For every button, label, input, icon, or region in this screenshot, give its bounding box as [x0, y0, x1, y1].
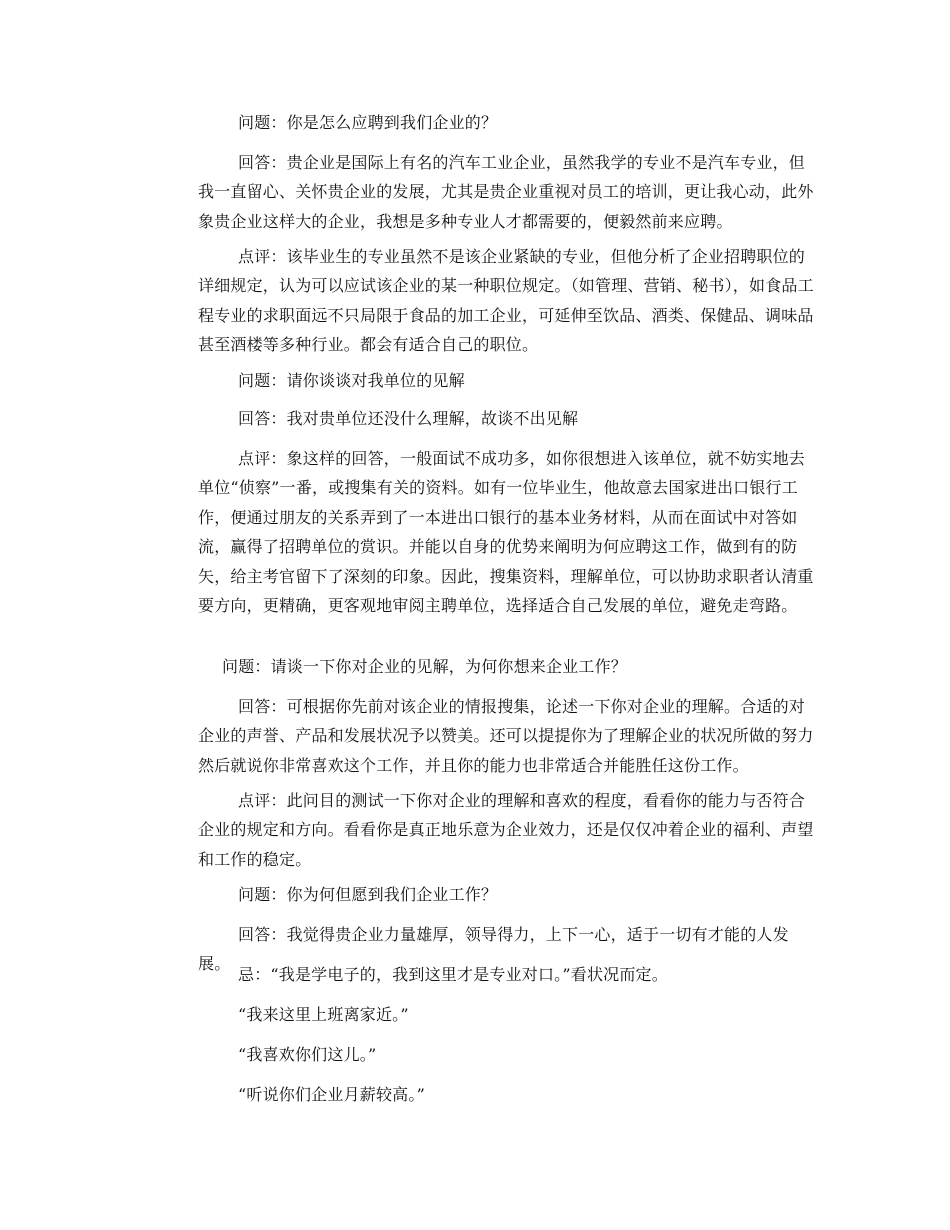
paragraph-comment-2: 点评：象这样的回答，一般面试不成功多，如你很想进入该单位，就不妨实地去单位“侦察”一番，或搜集有关的资料。如有一位毕业生，他故意去国家进出口银行工作，便通过朋友的关系弄到了一本进出口银行的基本业务材料，从而在面试中对答如流，赢得了招聘单位的赏识。并能以自身的优势来阐明为何应聘这工作，做到有的防矢，给主考官留下了深刻的印象。因此，搜集资料，理解单位，可以协助求职者认清重要方向，更精确，更客观地审阅主聘单位，选择适合自己发展的单位，避免走弯路。: [198, 449, 814, 616]
paragraph-quote-3: “听说你们企业月薪较高。”: [238, 1085, 425, 1104]
paragraph-answer-1: 回答：贵企业是国际上有名的汽车工业企业，虽然我学的专业不是汽车专业，但我一直留心、关怀贵企业的发展，尤其是贵企业重视对员工的培训，更让我心动，此外象贵企业这样大的企业，我想是多种专业人才都需要的，便毅然前来应聘。: [198, 153, 814, 231]
paragraph-quote-1: “我来这里上班离家近。”: [238, 1005, 409, 1024]
paragraph-comment-1: 点评：该毕业生的专业虽然不是该企业紧缺的专业，但他分析了企业招聘职位的详细规定，认为可以应试该企业的某一种职位规定。（如管理、营销、秘书），如食品工程专业的求职面远不只局限于食品的加工企业，可延伸至饮品、酒类、保健品、调味品甚至酒楼等多种行业。都会有适合自己的职位。: [198, 247, 814, 355]
paragraph-question-3: 问题：请谈一下你对企业的见解，为何你想来企业工作？: [222, 657, 628, 676]
paragraph-comment-3: 点评：此问目的测试一下你对企业的理解和喜欢的程度，看看你的能力与否符合企业的规定和方向。看看你是真正地乐意为企业效力，还是仅仅冲着企业的福利、声望和工作的稳定。: [198, 791, 814, 869]
paragraph-question-2: 问题：请你谈谈对我单位的见解: [238, 371, 465, 390]
paragraph-answer-3: 回答：可根据你先前对该企业的情报搜集，论述一下你对企业的理解。合适的对企业的声誉、产品和发展状况予以赞美。还可以提提你为了理解企业的状况所做的努力然后就说你非常喜欢这个工作，并且你的能力也非常适合并能胜任这份工作。: [198, 697, 814, 775]
paragraph-avoid: 忌：“我是学电子的，我到这里才是专业对口。”看状况而定。: [238, 965, 668, 984]
paragraph-quote-2: “我喜欢你们这儿。”: [238, 1045, 377, 1064]
paragraph-question-4: 问题：你为何但愿到我们企业工作？: [238, 885, 498, 904]
paragraph-answer-2: 回答：我对贵单位还没什么理解，故谈不出见解: [238, 409, 579, 428]
paragraph-answer-4: 回答：我觉得贵企业力量雄厚，领导得力，上下一心，适于一切有才能的人发展。: [198, 925, 789, 974]
paragraph-question-1: 问题：你是怎么应聘到我们企业的？: [238, 113, 498, 132]
